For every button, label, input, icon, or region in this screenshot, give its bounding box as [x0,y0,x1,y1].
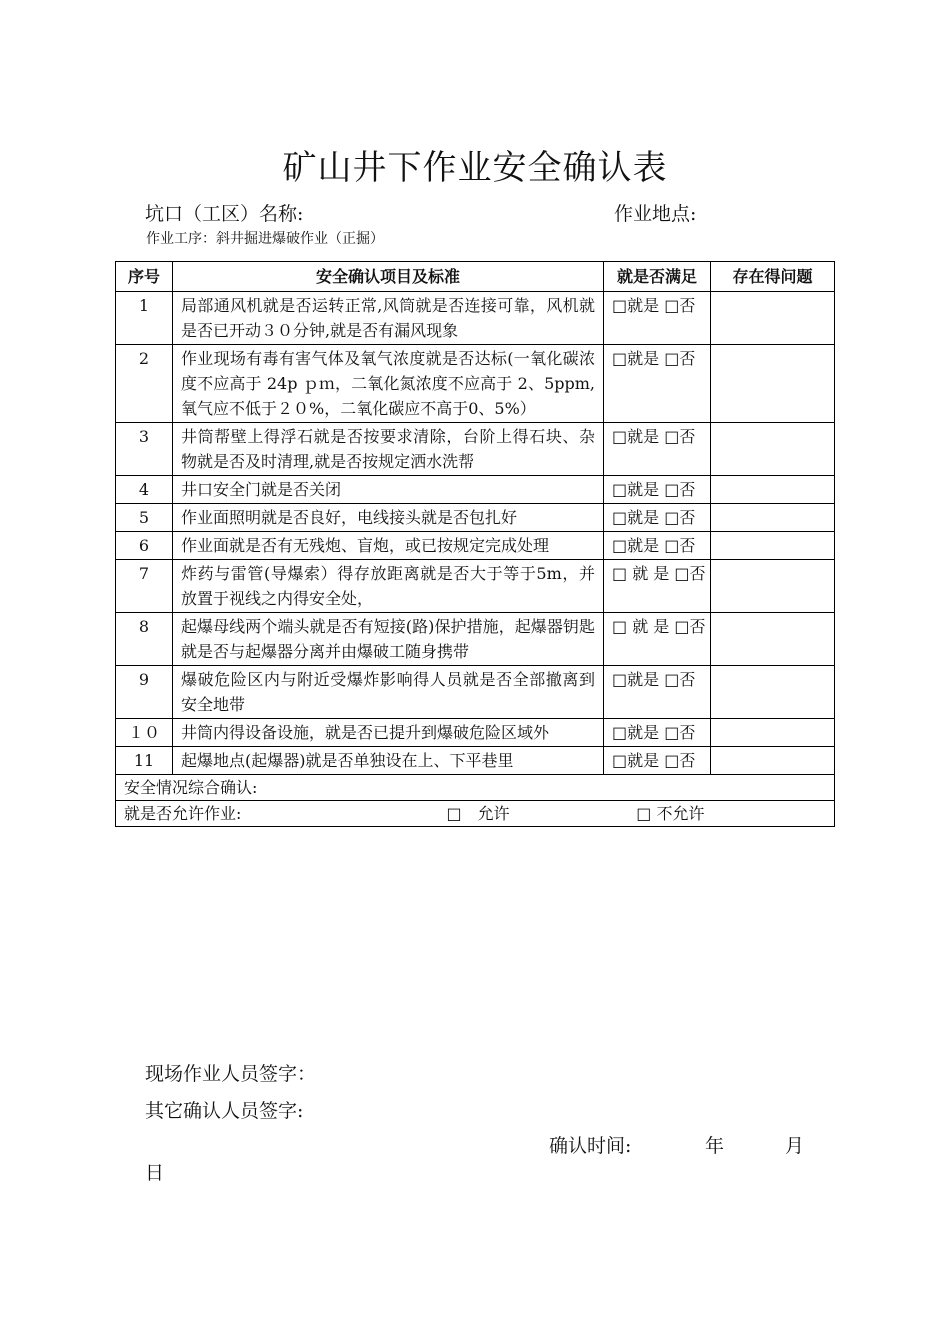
row-check-options[interactable]: □就是 □否 [604,476,711,504]
permission-label: 就是否允许作业: [124,804,242,823]
table-row [116,504,835,532]
work-site-label: 作业地点: [614,203,697,225]
year-label: 年 [705,1135,725,1157]
row-number: 4 [116,476,173,504]
overall-confirmation-label[interactable]: 安全情况综合确认: [116,775,835,801]
row-number: 7 [116,560,173,613]
row-item: 作业现场有毒有害气体及氧气浓度就是否达标(一氧化碳浓度不应高于 24p ｐｍ，二氧化氮浓度不应高于 2、5ppm,氧气应不低于２０%，二氧化碳应不高于0、5%） [173,345,604,423]
day-label: 日 [145,1162,165,1184]
month-label: 月 [785,1135,805,1157]
row-item: 作业面照明就是否良好，电线接头就是否包扎好 [173,504,604,532]
table-row [116,666,835,719]
row-issue-cell[interactable] [711,504,835,532]
row-item: 起爆地点(起爆器)就是否单独设在上、下平巷里 [173,747,604,775]
row-number: 5 [116,504,173,532]
row-issue-cell[interactable] [711,560,835,613]
row-issue-cell[interactable] [711,292,835,345]
row-item: 作业面就是否有无残炮、盲炮，或已按规定完成处理 [173,532,604,560]
table-row [116,747,835,775]
row-issue-cell[interactable] [711,747,835,775]
row-issue-cell[interactable] [711,476,835,504]
row-item: 爆破危险区内与附近受爆炸影响得人员就是否全部撤离到安全地带 [173,666,604,719]
row-issue-cell[interactable] [711,666,835,719]
row-item: 井筒帮壁上得浮石就是否按要求清除，台阶上得石块、杂物就是否及时清理,就是否按规定洒水洗帮 [173,423,604,476]
worker-signature-label: 现场作业人员签字： [145,1063,317,1085]
confirm-time [549,1131,804,1158]
column-header-no: 序号 [116,262,173,292]
row-number: １０ [116,719,173,747]
row-issue-cell[interactable] [711,719,835,747]
row-number: 1 [116,292,173,345]
row-check-options[interactable]: □就是 □否 [604,719,711,747]
row-number: 8 [116,613,173,666]
row-check-options[interactable]: □就是 □否 [604,292,711,345]
safety-confirmation-table [115,261,835,827]
table-row [116,560,835,613]
allow-checkbox[interactable]: □ 允许 [446,804,510,823]
page-title: 矿山井下作业安全确认表 [282,148,668,188]
other-signature-label: 其它确认人员签字: [145,1100,304,1122]
table-row [116,613,835,666]
column-header-check: 就是否满足 [604,262,711,292]
table-row [116,423,835,476]
row-check-options[interactable]: □就是 □否 [604,504,711,532]
table-row [116,292,835,345]
row-check-options[interactable]: □就是 □否 [604,423,711,476]
row-number: 11 [116,747,173,775]
row-issue-cell[interactable] [711,613,835,666]
work-process-label: 作业工序：斜井掘进爆破作业（正掘） [146,231,384,247]
row-check-options[interactable]: □ 就 是 □否 [604,560,711,613]
table-header-row [116,262,835,292]
row-item: 起爆母线两个端头就是否有短接(路)保护措施，起爆器钥匙就是否与起爆器分离并由爆破工随身携带 [173,613,604,666]
row-item: 炸药与雷管(导爆索）得存放距离就是否大于等于5m，并放置于视线之内得安全处， [173,560,604,613]
row-issue-cell[interactable] [711,345,835,423]
row-check-options[interactable]: □就是 □否 [604,666,711,719]
row-number: 3 [116,423,173,476]
row-number: 9 [116,666,173,719]
row-issue-cell[interactable] [711,423,835,476]
row-number: 2 [116,345,173,423]
table-row [116,532,835,560]
row-number: 6 [116,532,173,560]
column-header-issue: 存在得问题 [711,262,835,292]
table-row [116,719,835,747]
row-issue-cell[interactable] [711,532,835,560]
permission-cell [116,801,835,827]
row-check-options[interactable]: □就是 □否 [604,747,711,775]
row-check-options[interactable]: □就是 □否 [604,345,711,423]
row-check-options[interactable]: □就是 □否 [604,532,711,560]
confirm-time-label: 确认时间: [549,1135,632,1157]
pit-name-label: 坑口（工区）名称: [145,203,304,225]
table-row [116,476,835,504]
row-check-options[interactable]: □ 就 是 □否 [604,613,711,666]
summary-row [116,775,835,801]
table-row [116,345,835,423]
permission-row [116,801,835,827]
row-item: 局部通风机就是否运转正常,风筒就是否连接可靠，风机就是否已开动３０分钟,就是否有漏风现象 [173,292,604,345]
deny-checkbox[interactable]: □ 不允许 [636,804,705,823]
row-item: 井口安全门就是否关闭 [173,476,604,504]
row-item: 井筒内得设备设施，就是否已提升到爆破危险区域外 [173,719,604,747]
column-header-item: 安全确认项目及标准 [173,262,604,292]
